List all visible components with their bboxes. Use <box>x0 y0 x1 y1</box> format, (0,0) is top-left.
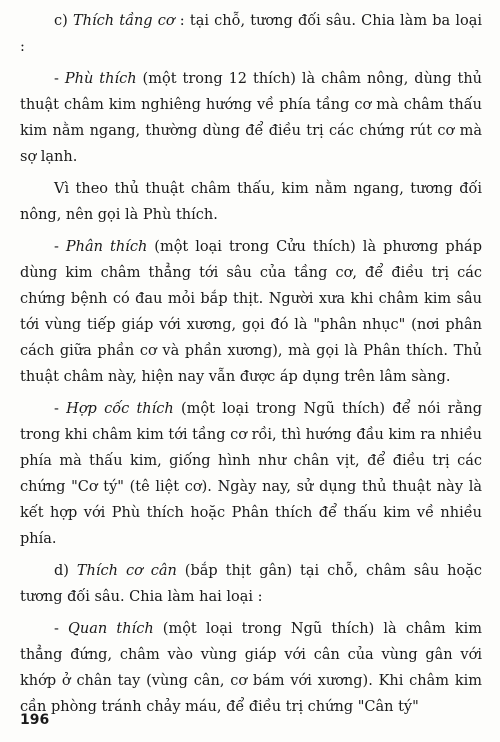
term-thich-tang-co: Thích tầng cơ <box>72 13 175 29</box>
paragraph-phu-thich <box>20 66 482 170</box>
item-marker: - <box>54 401 67 417</box>
paragraph-text: (một loại trong Ngũ thích) là châm kim thẳng đứng, châm vào vùng giáp với cân của vùng gân với khớp ở chân tay (vùng cân, cơ bám với xương). Khi châm kim cần phòng tránh chảy máu, để điều trị chứng "Cân tý" <box>20 621 482 715</box>
item-marker: - <box>54 239 66 255</box>
paragraph-phan-thich <box>20 234 482 390</box>
term-phu-thich: Phù thích <box>64 71 137 87</box>
paragraph-phu-thich-explanation <box>20 176 482 228</box>
term-hop-coc-thich: Hợp cốc thích <box>66 401 174 417</box>
page-number: 196 <box>20 712 50 728</box>
item-marker: - <box>54 621 69 637</box>
item-marker: c) <box>54 13 73 29</box>
term-quan-thich: Quan thích <box>68 621 154 637</box>
paragraph-thich-co-can <box>20 558 482 610</box>
paragraph-text: Vì theo thủ thuật châm thấu, kim nằm ngang, tương đối nông, nên gọi là Phù thích. <box>20 181 482 223</box>
paragraph-text: (một loại trong Cửu thích) là phương pháp dùng kim châm thẳng tới sâu của tầng cơ, để điều trị các chứng bệnh có đau mỏi bắp thịt. Người xưa khi châm kim sâu tới vùng tiếp giáp với xương, gọi đó là "phân nhục" (nơi phân cách giữa phần cơ và phần xương), mà gọi là Phân thích. Thủ thuật châm này, hiện nay vẫn được áp dụng trên lâm sàng. <box>20 239 482 385</box>
paragraph-quan-thich <box>20 616 482 720</box>
paragraph-text: (bắp thịt gân) tại chỗ, châm sâu hoặc tương đối sâu. Chia làm hai loại : <box>20 563 483 605</box>
term-phan-thich: Phân thích <box>65 239 148 255</box>
page-body <box>20 8 482 720</box>
item-marker: d) <box>54 563 77 579</box>
paragraph-text: : tại chỗ, tương đối sâu. Chia làm ba loại : <box>20 13 482 55</box>
paragraph-text: (một trong 12 thích) là châm nông, dùng thủ thuật châm kim nghiêng hướng về phía tầng cơ mà châm thấu kim nằm ngang, thường dùng để điều trị các chứng rút cơ mà sợ lạnh. <box>20 71 483 165</box>
paragraph-hop-coc-thich <box>20 396 482 552</box>
paragraph-thich-tang-co <box>20 8 482 60</box>
paragraph-text: (một loại trong Ngũ thích) để nói rằng trong khi châm kim tới tầng cơ rồi, thì hướng đầu kim ra nhiều phía mà thấu kim, giống hình như chân vịt, để điều trị các chứng "Cơ tý" (tê liệt cơ). Ngày nay, sử dụng thủ thuật này là kết hợp với Phù thích hoặc Phân thích để thấu kim về nhiều phía. <box>20 401 482 547</box>
term-thich-co-can: Thích cơ cân <box>76 563 177 579</box>
item-marker: - <box>54 71 65 87</box>
